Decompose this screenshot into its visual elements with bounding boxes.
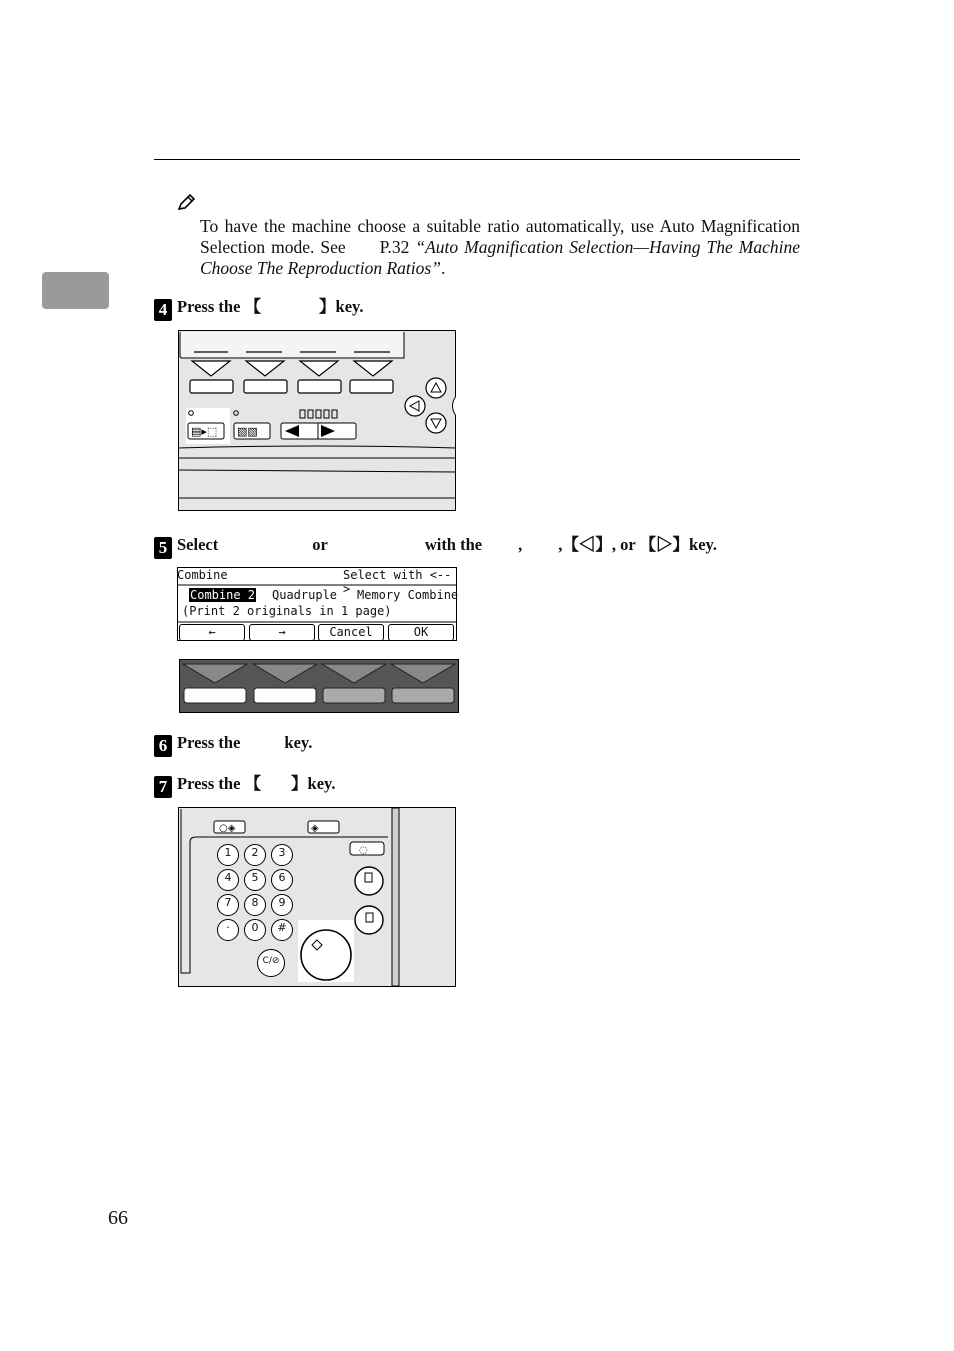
step-7: 7 Press the 【 】key. [154,770,335,798]
step-number: 4 [154,299,172,321]
step-number: 5 [154,537,172,559]
key-8[interactable]: 8 [244,894,266,916]
svg-text:◈: ◈ [311,823,319,834]
lcd-softkey-ok[interactable]: OK [388,624,454,641]
lcd-option-memory-combine[interactable]: Memory Combine [357,588,459,602]
key-5[interactable]: 5 [244,869,266,891]
chapter-tab [42,272,109,309]
numeric-keypad [217,844,299,944]
clear-stop-key[interactable]: C/⊘ [257,949,285,977]
svg-text:▧▧: ▧▧ [237,425,258,438]
step-number: 6 [154,735,172,757]
panel-combine-figure [178,330,456,511]
key-7[interactable]: 7 [217,894,239,916]
lcd-description: (Print 2 originals in 1 page) [182,604,392,618]
lcd-display [177,567,457,641]
step-4: 4 Press the 【 】key. [154,293,363,321]
lcd-title: Combine [177,568,228,582]
key-dot[interactable]: · [217,919,239,941]
key-6[interactable]: 6 [271,869,293,891]
page-number: 66 [108,1207,128,1229]
step-5: 5 Select or with the , ,【◁】, or 【▷】key. [154,531,717,559]
select-key-4 [392,688,454,703]
select-key-2 [254,688,316,703]
key-2[interactable]: 2 [244,844,266,866]
key-4[interactable]: 4 [217,869,239,891]
lcd-softkey-cancel[interactable]: Cancel [318,624,384,641]
lcd-softkey-right[interactable]: → [249,624,315,641]
header-rule [154,159,800,160]
lcd-hint: Select with <--> [343,568,452,596]
step-6: 6 Press the key. [154,733,312,757]
svg-text:▤▸⬚: ▤▸⬚ [191,425,218,438]
pencil-note-icon [176,193,196,213]
start-key[interactable] [301,930,351,980]
select-key-1 [184,688,246,703]
lcd-softkey-left[interactable]: ← [179,624,245,641]
selection-keys-figure [179,659,459,713]
key-3[interactable]: 3 [271,844,293,866]
note-text: To have the machine choose a suitable ratio automatically, use Auto Magnification Selection mode. See P.32 “Auto Magnification Selection—Having The Machine Choose The Reproduction Ratios”. [200,216,800,278]
note-ref-title: “Auto Magnification Selection—Having The Machine Choose The Reproduction Ratios” [200,237,800,278]
key-9[interactable]: 9 [271,894,293,916]
svg-text:○◈: ○◈ [219,823,236,834]
step-number: 7 [154,776,172,798]
note-ref-page: P.32 [379,237,410,257]
key-hash[interactable]: # [271,919,293,941]
select-key-3 [323,688,385,703]
lcd-option-quadruple[interactable]: Quadruple [272,588,338,602]
keypad-figure [178,807,456,987]
svg-text:◌: ◌ [359,845,368,856]
lcd-option-combine-2[interactable]: Combine 2 [190,588,256,602]
key-1[interactable]: 1 [217,844,239,866]
key-0[interactable]: 0 [244,919,266,941]
